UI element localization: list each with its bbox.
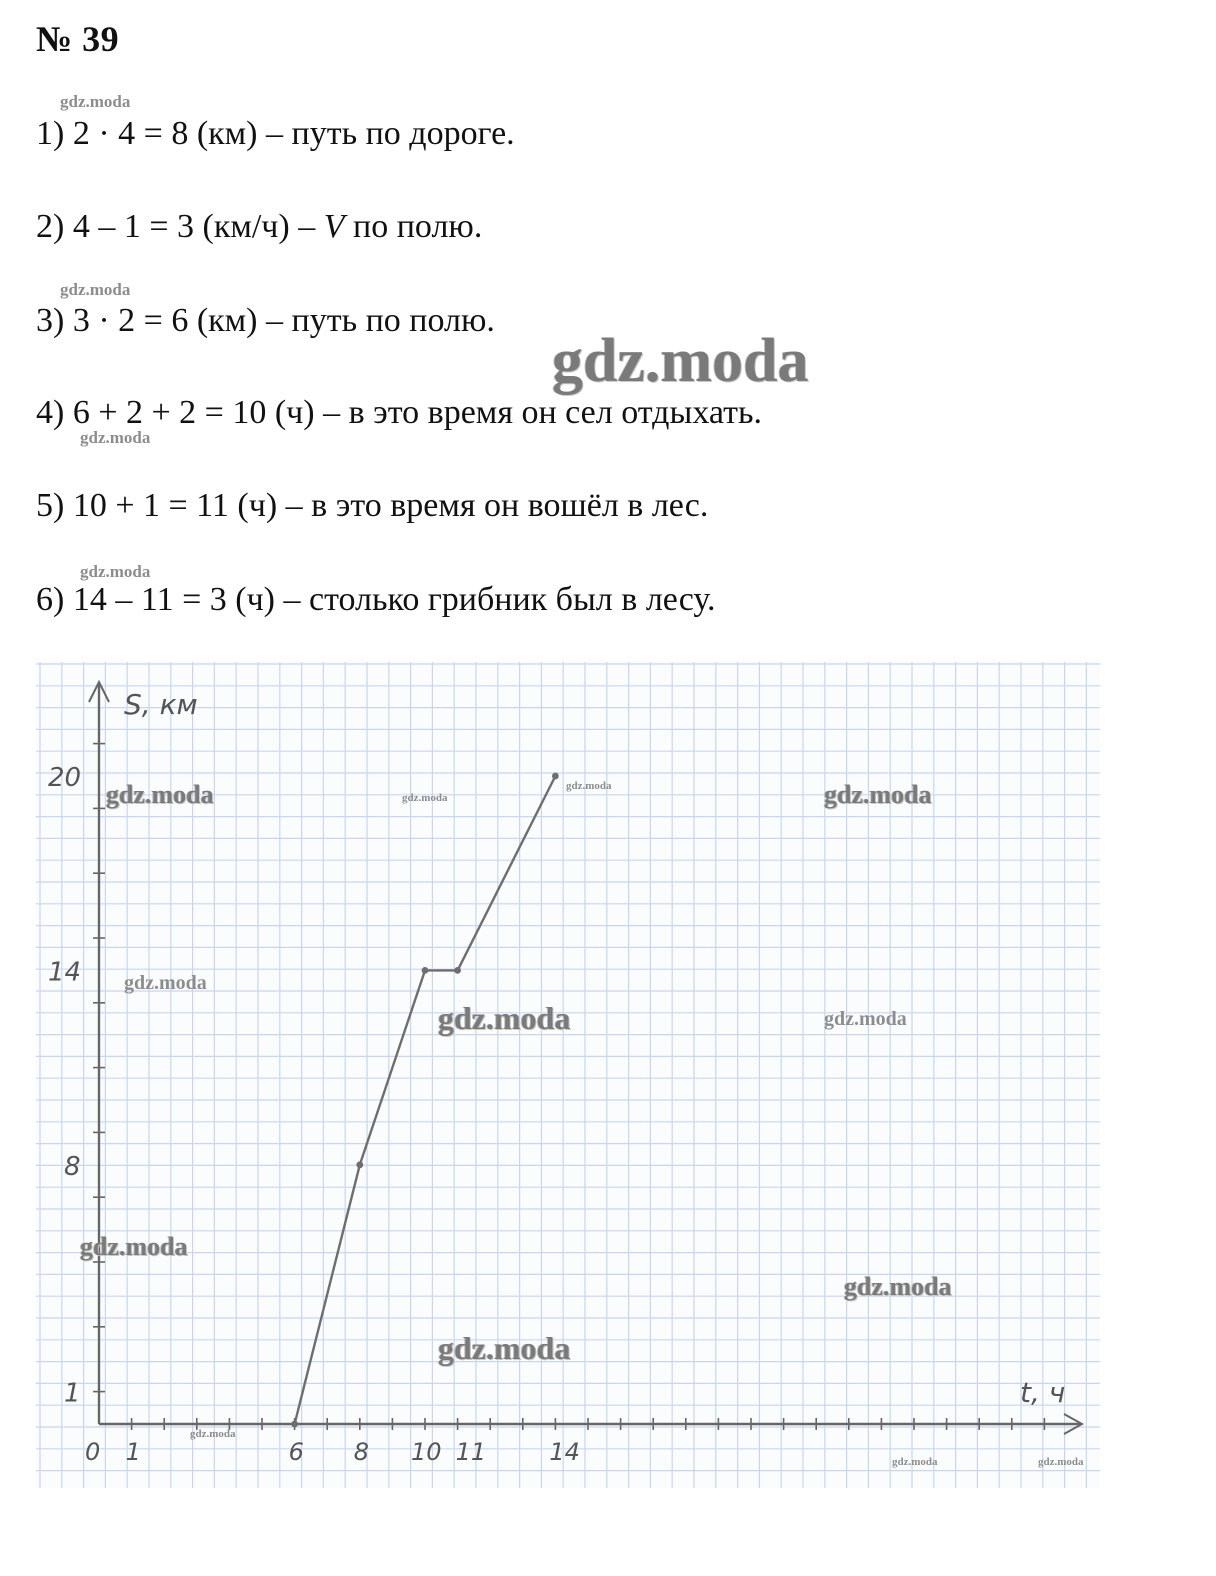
- step-expression: 6 + 2 + 2 = 10 (ч): [72, 394, 315, 431]
- watermark: gdz.moda: [402, 792, 448, 804]
- y-tick-label: 8: [64, 1151, 81, 1182]
- step-text: путь по полю.: [291, 302, 495, 339]
- watermark: gdz.moda: [844, 1272, 952, 1301]
- x-tick-label: 1: [125, 1438, 141, 1466]
- y-tick-label: 1: [64, 1378, 81, 1409]
- x-tick-label: 0: [85, 1438, 101, 1466]
- step-text: по полю.: [353, 208, 483, 245]
- solution-step-5: [36, 486, 708, 526]
- step-text: в это время он вошёл в лес.: [311, 487, 709, 524]
- watermark: gdz.moda: [124, 972, 207, 994]
- x-tick-label: 6: [288, 1438, 304, 1466]
- step-expression: 10 + 1 = 11 (ч): [72, 487, 278, 524]
- step-dash: –: [283, 581, 301, 618]
- watermark: gdz.moda: [60, 92, 131, 111]
- watermark: gdz.moda: [824, 780, 932, 809]
- solution-step-4: [36, 393, 762, 433]
- x-tick-label: 14: [549, 1438, 580, 1466]
- watermark: gdz.moda: [438, 1000, 571, 1036]
- data-point: [356, 1161, 363, 1168]
- step-expression: 4 – 1 = 3 (км/ч): [72, 208, 290, 245]
- x-tick-label: 10: [411, 1438, 442, 1466]
- step-text: в это время он сел отдыхать.: [348, 394, 762, 431]
- solution-step-6: [36, 580, 715, 620]
- watermark: gdz.moda: [824, 1008, 907, 1030]
- data-point: [552, 773, 559, 780]
- step-dash: –: [298, 208, 316, 245]
- step-number: 4): [36, 394, 65, 431]
- data-point: [454, 967, 461, 974]
- x-tick-label: 8: [353, 1438, 370, 1466]
- step-number: 6): [36, 581, 65, 618]
- step-number: 1): [36, 115, 65, 152]
- step-number: 2): [36, 208, 65, 245]
- solution-step-2: [36, 207, 482, 247]
- task-number: № 39: [36, 19, 120, 59]
- watermark: gdz.moda: [106, 780, 214, 809]
- watermark: gdz.moda: [190, 1428, 236, 1440]
- y-tick-label: 14: [48, 957, 82, 988]
- watermark: gdz.moda: [438, 1330, 571, 1366]
- step-number: 5): [36, 487, 65, 524]
- step-dash: –: [266, 302, 284, 339]
- step-expression: 3 · 2 = 6 (км): [72, 302, 258, 339]
- x-tick-label: 11: [455, 1438, 487, 1466]
- data-point: [291, 1421, 298, 1428]
- watermark: gdz.moda: [80, 562, 151, 581]
- step-text: столько грибник был в лесу.: [309, 581, 716, 618]
- watermark: gdz.moda: [552, 327, 809, 395]
- y-axis-label: S, км: [124, 688, 198, 721]
- step-expression: 14 – 11 = 3 (ч): [72, 581, 275, 618]
- solution-step-3: [36, 301, 495, 341]
- watermark: gdz.moda: [1038, 1456, 1084, 1468]
- step-expression: 2 · 4 = 8 (км): [72, 115, 258, 152]
- watermark: gdz.moda: [80, 1232, 188, 1261]
- step-variable: V: [323, 208, 345, 245]
- watermark: gdz.moda: [80, 428, 151, 447]
- data-point: [422, 967, 429, 974]
- step-text: путь по дороге.: [291, 115, 515, 152]
- step-number: 3): [36, 302, 65, 339]
- step-dash: –: [323, 394, 341, 431]
- solution-step-1: [36, 114, 515, 154]
- watermark: gdz.moda: [566, 780, 612, 792]
- watermark: gdz.moda: [60, 280, 131, 299]
- step-dash: –: [266, 115, 284, 152]
- y-tick-label: 20: [48, 763, 82, 793]
- step-dash: –: [285, 487, 303, 524]
- watermark: gdz.moda: [892, 1456, 938, 1468]
- x-axis-label: t, ч: [1020, 1376, 1066, 1409]
